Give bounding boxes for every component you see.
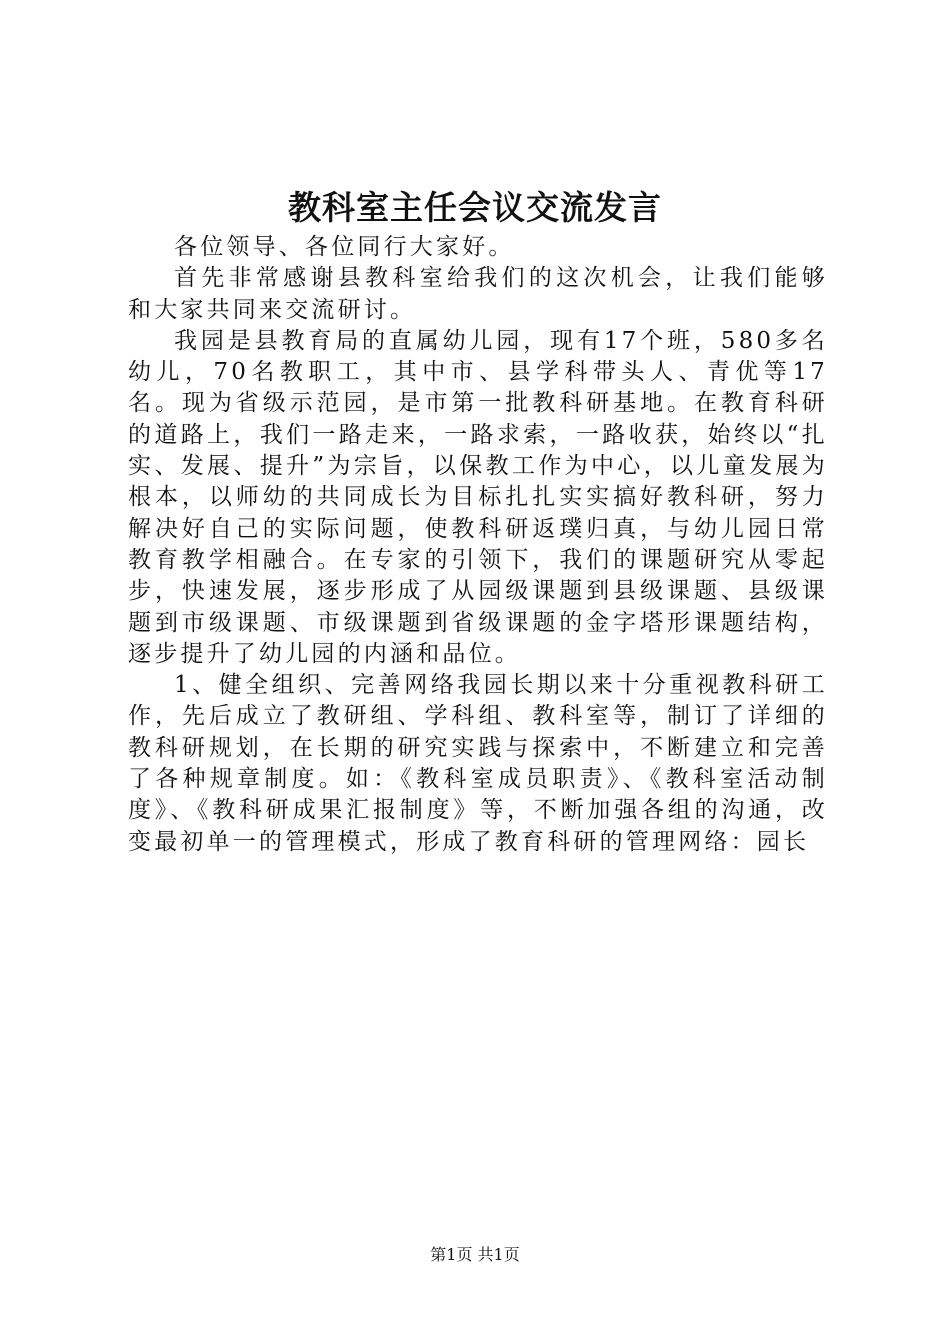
document-body [128,232,828,858]
paragraph-organization: 1、健全组织、完善网络我园长期以来十分重视教科研工作，先后成立了教研组、学科组、教科室等，制订了详细的教科研规划，在长期的研究实践与探索中，不断建立和完善了各种规章制度。如：《教科室成员职责》、《教科室活动制度》、《教科研成果汇报制度》等，不断加强各组的沟通，改变最初单一的管理模式，形成了教育科研的管理网络：园长 [128,672,828,855]
document-title: 教科室主任会议交流发言 [288,188,662,227]
paragraph-thanks: 首先非常感谢县教科室给我们的这次机会，让我们能够和大家共同来交流研讨。 [128,265,828,323]
page-footer: 第1页 共1页 [430,1245,520,1264]
paragraph-greeting: 各位领导、各位同行大家好。 [174,234,515,260]
paragraph-introduction: 我园是县教育局的直属幼儿园，现有17个班，580多名幼儿，70名教职工，其中市、县学科带头人、青优等17名。现为省级示范园，是市第一批教科研基地。在教育科研的道路上，我们一路走来，一路求索，一路收获，始终以“扎实、发展、提升”为宗旨，以保教工作为中心，以儿童发展为根本，以师幼的共同成长为目标扎扎实实搞好教科研，努力解决好自己的实际问题，使教科研返璞归真，与幼儿园日常教育教学相融合。在专家的引领下，我们的课题研究从零起步，快速发展，逐步形成了从园级课题到县级课题、县级课题到市级课题、市级课题到省级课题的金字塔形课题结构，逐步提升了幼儿园的内涵和品位。 [128,327,828,667]
